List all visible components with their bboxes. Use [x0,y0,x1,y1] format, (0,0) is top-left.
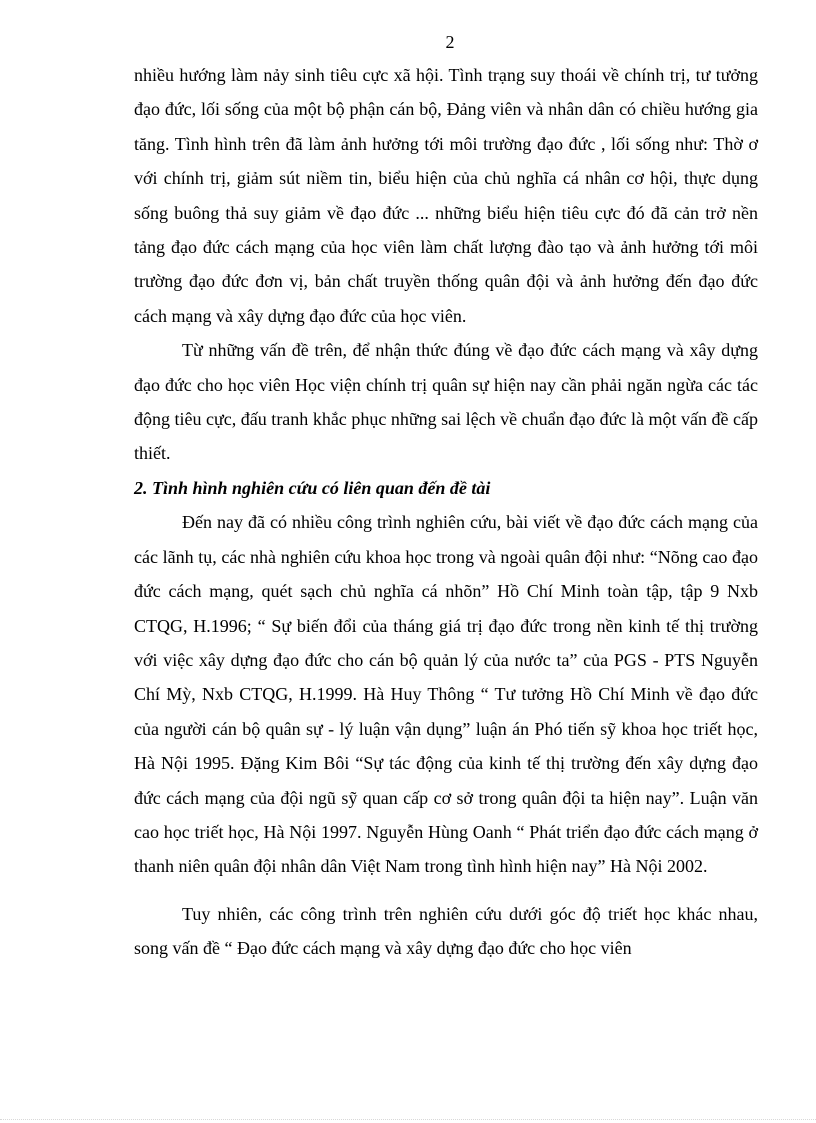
section-heading: 2. Tình hình nghiên cứu có liên quan đến đề tài [134,477,491,498]
page-number: 2 [445,32,455,52]
page-bottom-divider [0,1119,816,1120]
paragraph-literature-review: Đến nay đã có nhiều công trình nghiên cứu, bài viết về đạo đức cách mạng của các lãnh tụ, các nhà nghiên cứu khoa học trong và ngoài quân đội như: “Nõng cao đạo đức cách mạng, quét sạch chủ nghĩa cá nhõn” Hồ Chí Minh toàn tập, tập 9 Nxb CTQG, H.1996; “ Sự biến đổi của tháng giá trị đạo đức trong nền kinh tế thị trường với việc xây dựng đạo đức cho cán bộ quản lý của nước ta” của PGS - PTS Nguyễn Chí Mỳ, Nxb CTQG, H.1999. Hà Huy Thông “ Tư tưởng Hồ Chí Minh về đạo đức của người cán bộ quân sự - lý luận vận dụng” luận án Phó tiến sỹ khoa học triết học, Hà Nội 1995. Đặng Kim Bôi “Sự tác động của kinh tế thị trường đến xây dựng đạo đức cách mạng của đội ngũ sỹ quan cấp cơ sở trong quân đội ta hiện nay”. Luận văn cao học triết học, Hà Nội 1997. Nguyễn Hùng Oanh “ Phát triển đạo đức cách mạng ở thanh niên quân đội nhân dân Việt Nam trong tình hình hiện nay” Hà Nội 2002. [134,512,758,877]
page-body [134,58,758,966]
paragraph-however: Tuy nhiên, các công trình trên nghiên cứu dưới góc độ triết học khác nhau, song vấn đề “ Đạo đức cách mạng và xây dựng đạo đức cho học viên [134,903,758,959]
paragraph-continuation: nhiều hướng làm nảy sinh tiêu cực xã hội. Tình trạng suy thoái về chính trị, tư tưởng đạo đức, lối sống của một bộ phận cán bộ, Đảng viên và nhân dân có chiều hướng gia tăng. Tình hình trên đã làm ảnh hưởng tới môi trường đạo đức , lối sống như: Thờ ơ với chính trị, giảm sút niềm tin, biểu hiện của chủ nghĩa cá nhân cơ hội, thực dụng sống buông thả suy giảm về đạo đức ... những biểu hiện tiêu cực đó đã cản trở nền tảng đạo đức cách mạng của học viên làm chất lượng đào tạo và ảnh hưởng tới môi trường đạo đức đơn vị, bản chất truyền thống quân đội và ảnh hưởng đến đạo đức cách mạng và xây dựng đạo đức của học viên. [134,65,758,326]
paragraph-problem-statement: Từ những vấn đề trên, để nhận thức đúng về đạo đức cách mạng và xây dựng đạo đức cho học viên Học viện chính trị quân sự hiện nay cần phải ngăn ngừa các tác động tiêu cực, đấu tranh khắc phục những sai lệch về chuẩn đạo đức là một vấn đề cấp thiết. [134,340,758,464]
